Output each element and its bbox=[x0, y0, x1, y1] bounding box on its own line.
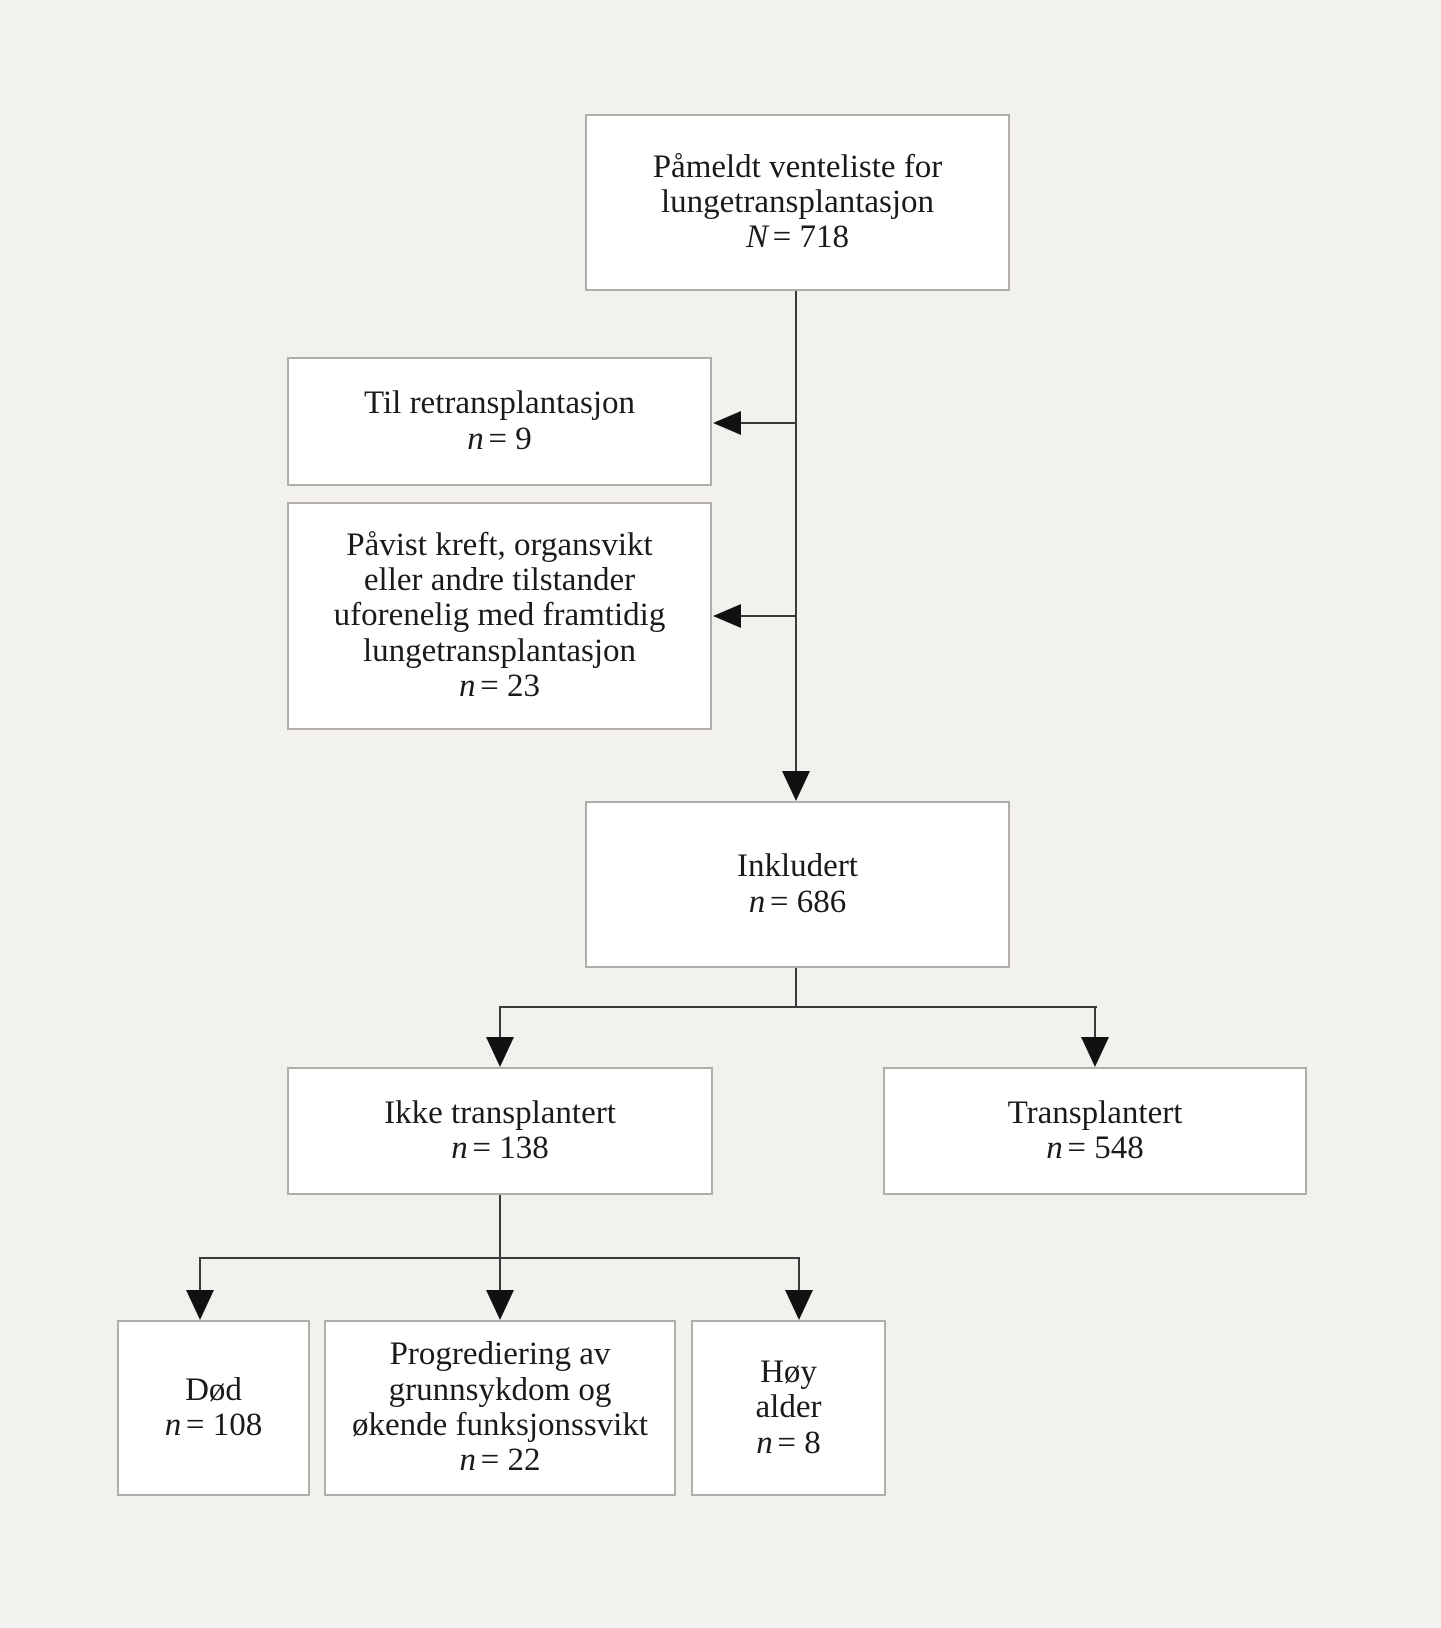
box-text: Inkludert bbox=[737, 848, 858, 885]
box-count bbox=[756, 1426, 820, 1461]
connector-included-down bbox=[795, 968, 797, 1008]
box-not-transplanted bbox=[287, 1067, 713, 1195]
arrowhead-down-icon bbox=[782, 771, 810, 801]
count-value: = 23 bbox=[480, 667, 540, 704]
box-text: Høy bbox=[760, 1354, 817, 1391]
count-symbol: n bbox=[1046, 1130, 1063, 1166]
count-value: = 22 bbox=[480, 1442, 541, 1479]
count-symbol: n bbox=[467, 420, 484, 457]
box-count bbox=[749, 885, 846, 920]
box-text: lungetransplantasjon bbox=[660, 183, 935, 220]
connector-retransplant bbox=[740, 422, 796, 424]
count-symbol: n bbox=[459, 667, 476, 704]
count-symbol: n bbox=[451, 1130, 468, 1166]
box-text: alder bbox=[755, 1389, 822, 1426]
box-text: uforenelig med framtidig bbox=[333, 597, 666, 634]
count-value: = 138 bbox=[472, 1130, 549, 1166]
box-text: Til retransplantasjon bbox=[363, 385, 635, 422]
box-count bbox=[460, 1443, 541, 1478]
arrowhead-down-icon bbox=[486, 1037, 514, 1067]
count-value: = 548 bbox=[1067, 1130, 1144, 1166]
connector-branch-left bbox=[499, 1006, 501, 1039]
connector-excluded bbox=[740, 615, 796, 617]
box-count bbox=[165, 1408, 262, 1443]
box-text: Påmeldt venteliste for bbox=[652, 148, 943, 185]
box-text: eller andre tilstander bbox=[363, 562, 636, 599]
connector-branch-age bbox=[798, 1257, 800, 1292]
arrowhead-left-icon bbox=[713, 604, 741, 628]
count-value: = 9 bbox=[488, 420, 532, 457]
box-text: Påvist kreft, organsvikt bbox=[346, 526, 653, 563]
arrowhead-down-icon bbox=[785, 1290, 813, 1320]
arrowhead-down-icon bbox=[486, 1290, 514, 1320]
count-value: = 686 bbox=[769, 883, 847, 920]
connector-main-vertical bbox=[795, 291, 797, 773]
count-value: = 108 bbox=[185, 1407, 263, 1443]
box-count bbox=[459, 669, 540, 704]
box-text: Død bbox=[185, 1371, 242, 1408]
connector-split-upper bbox=[499, 1006, 1097, 1008]
box-text: økende funksjonssvikt bbox=[351, 1407, 649, 1443]
count-value: = 718 bbox=[772, 219, 849, 256]
box-transplanted bbox=[883, 1067, 1307, 1195]
connector-branch-right bbox=[1094, 1006, 1096, 1039]
box-dead bbox=[117, 1320, 310, 1496]
count-symbol: n bbox=[164, 1407, 182, 1443]
box-text: Ikke transplantert bbox=[384, 1094, 616, 1131]
connector-branch-progression bbox=[499, 1257, 501, 1292]
box-count bbox=[467, 422, 531, 457]
box-text: lungetransplantasjon bbox=[362, 632, 637, 669]
box-excluded bbox=[287, 502, 712, 730]
box-waitlist bbox=[585, 114, 1010, 291]
box-retransplant bbox=[287, 357, 712, 486]
count-symbol: n bbox=[748, 883, 766, 920]
box-text: Transplantert bbox=[1007, 1094, 1183, 1131]
connector-branch-dead bbox=[199, 1257, 201, 1292]
box-count bbox=[1046, 1131, 1143, 1166]
box-text: grunnsykdom og bbox=[388, 1371, 612, 1408]
arrowhead-left-icon bbox=[713, 411, 741, 435]
count-value: = 8 bbox=[777, 1424, 821, 1461]
connector-nottransplanted-down bbox=[499, 1195, 501, 1259]
arrowhead-down-icon bbox=[186, 1290, 214, 1320]
box-high-age bbox=[691, 1320, 886, 1496]
box-progression bbox=[324, 1320, 676, 1496]
box-count bbox=[746, 220, 849, 255]
count-symbol: n bbox=[756, 1424, 773, 1461]
count-symbol: n bbox=[459, 1442, 476, 1479]
box-text: Progrediering av bbox=[389, 1336, 611, 1373]
box-included bbox=[585, 801, 1010, 968]
box-count bbox=[451, 1131, 548, 1166]
arrowhead-down-icon bbox=[1081, 1037, 1109, 1067]
count-symbol: N bbox=[746, 219, 769, 256]
